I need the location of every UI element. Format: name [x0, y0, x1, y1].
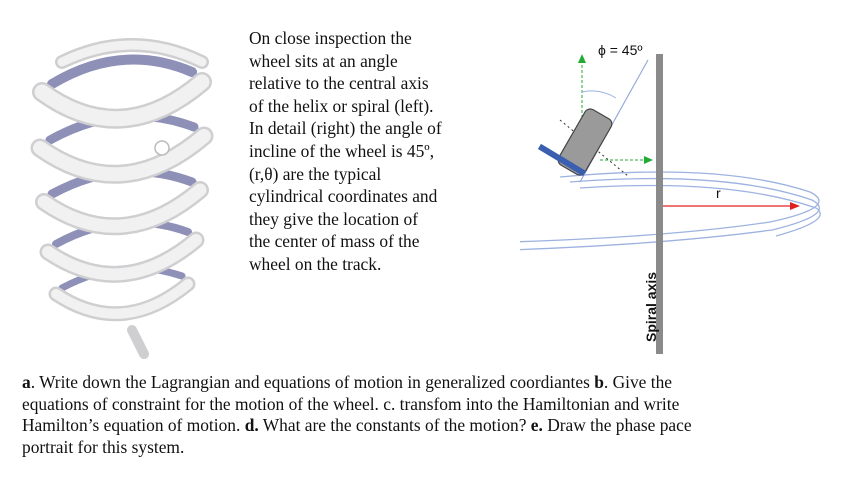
question-line-1 — [22, 372, 842, 394]
wheel-track-diagram — [520, 22, 840, 362]
problem-statement — [22, 372, 842, 458]
description-line: In detail (right) the angle of — [249, 118, 442, 139]
description-line: relative to the central axis — [249, 73, 429, 94]
description-line: cylindrical coordinates and — [249, 186, 438, 207]
question-line-4: portrait for this system. — [22, 436, 185, 457]
description-line: incline of the wheel is 45º, — [249, 140, 435, 161]
r-arrowhead — [790, 202, 800, 210]
part-a-text: . Write down the Lagrangian and equations of motion in generalized coordiantes — [30, 372, 595, 392]
part-e-marker: e. — [530, 415, 543, 436]
helix-illustration — [22, 22, 222, 362]
r-label: r — [716, 185, 721, 201]
phi-label: ϕ = 45º — [598, 42, 643, 58]
description-line: the center of mass of the — [249, 231, 420, 252]
phi-angle-arc — [582, 91, 616, 98]
description-line: (r,θ) are the typical — [249, 163, 382, 184]
description-line: wheel sits at an angle — [249, 50, 398, 71]
description-line: wheel on the track. — [249, 253, 382, 274]
part-a-marker: a — [22, 372, 31, 392]
part-b-text: . Give the — [603, 372, 672, 392]
description-line: they give the location of — [249, 208, 419, 229]
helix-coils — [40, 45, 204, 354]
spiral-axis-label: Spiral axis — [643, 271, 659, 342]
wheel-ball — [155, 141, 169, 155]
part-b-marker: b — [594, 372, 604, 392]
horizontal-green-arrowhead — [644, 156, 653, 164]
wheel — [556, 107, 614, 177]
part-d-marker: d. — [244, 415, 259, 436]
vertical-green-arrowhead — [578, 54, 586, 63]
description-line: On close inspection the — [249, 28, 412, 48]
track-orbits — [520, 172, 820, 250]
part-e-text: Draw the phase pace — [542, 415, 692, 436]
description-line: of the helix or spiral (left). — [249, 95, 434, 116]
question-line-2: equations of constraint for the motion of the wheel. c. transfom into the Hamiltonian and write — [22, 393, 680, 414]
part-c-text: Hamilton’s equation of motion. — [22, 415, 245, 436]
part-d-text: What are the constants of the motion? — [258, 415, 531, 436]
question-line-3 — [22, 415, 842, 437]
description-text — [249, 27, 539, 276]
